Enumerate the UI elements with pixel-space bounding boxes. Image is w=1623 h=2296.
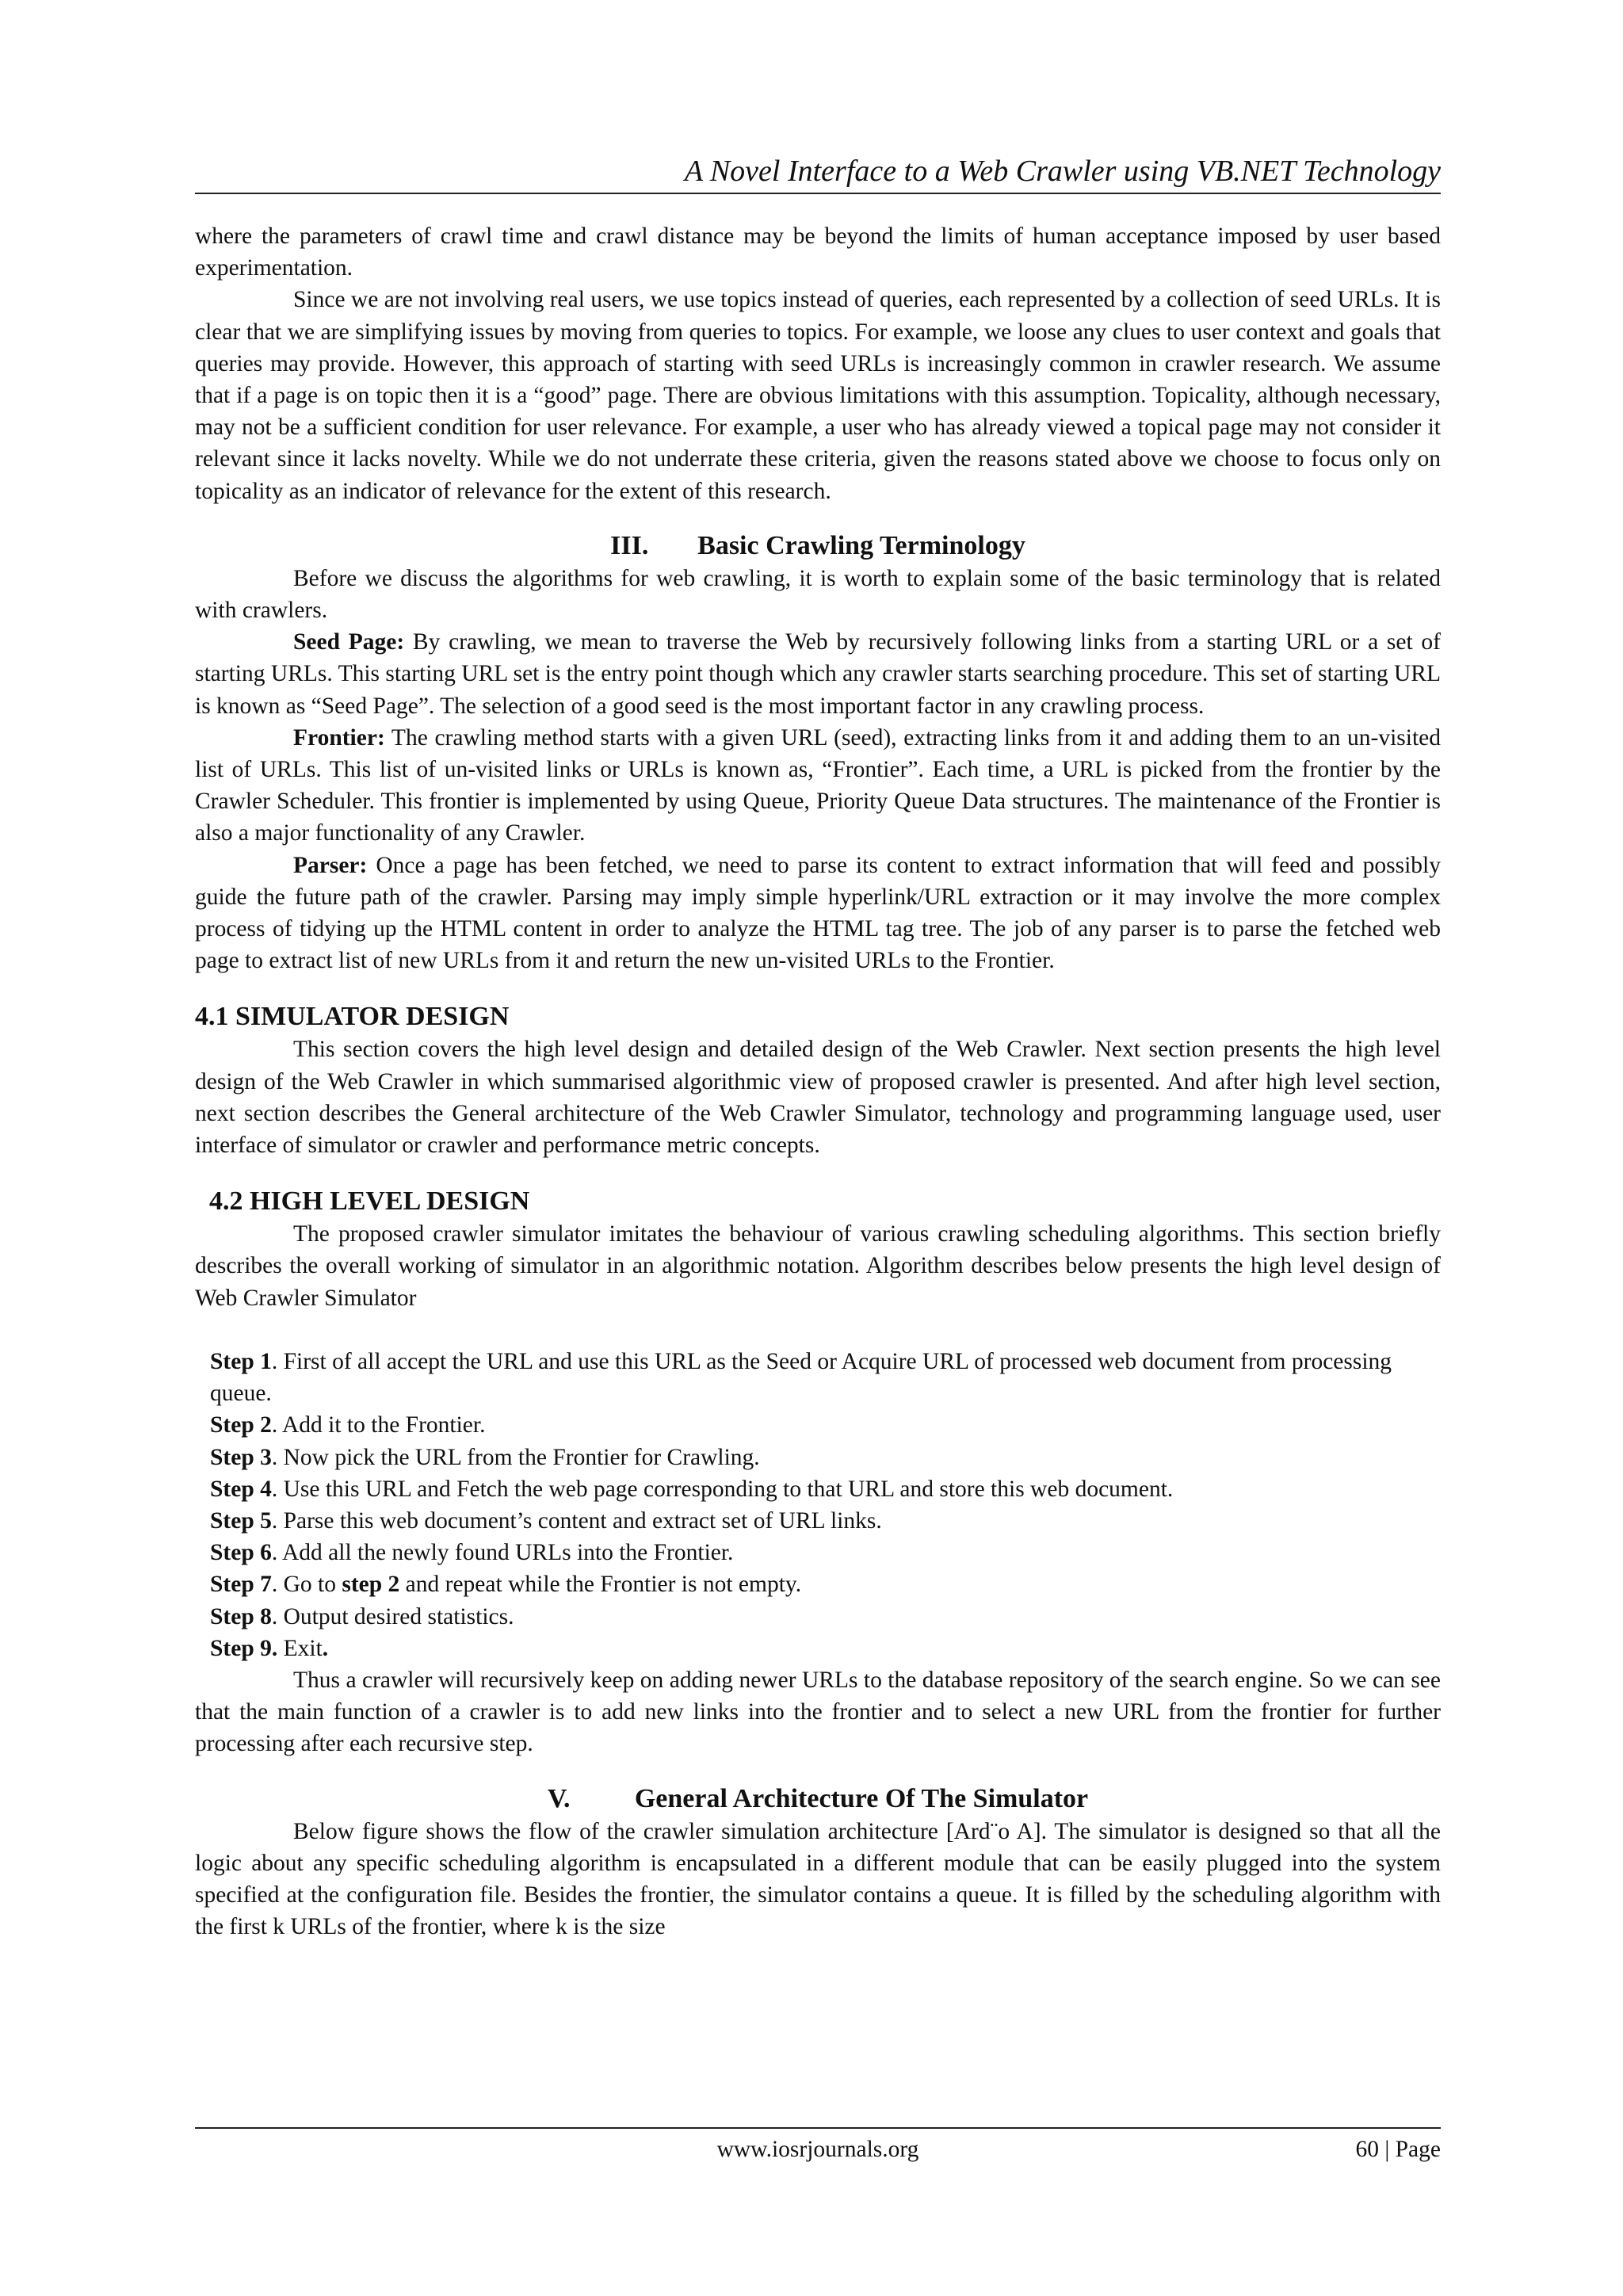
section-heading bbox=[195, 1782, 1441, 1816]
step-text: . Now pick the URL from the Frontier for Crawling. bbox=[271, 1444, 760, 1470]
step-label: Step 8 bbox=[210, 1603, 272, 1629]
algorithm-step bbox=[210, 1505, 1441, 1537]
section-title: General Architecture Of The Simulator bbox=[634, 1783, 1089, 1813]
algorithm-step bbox=[210, 1473, 1441, 1505]
section-heading bbox=[195, 529, 1441, 563]
step-label: Step 4 bbox=[210, 1476, 272, 1502]
term-label: Seed Page: bbox=[293, 629, 405, 655]
paragraph: This section covers the high level design and detailed design of the Web Crawler. Next section presents the high level design of the Web Crawler in which summarised algorithmic view of proposed crawler is presented. And after high level section, next section describes the General architecture of the Web Crawler Simulator, technology and programming language used, user interface of simulator or crawler and performance metric concepts. bbox=[195, 1037, 1441, 1159]
footer-url: www.iosrjournals.org bbox=[716, 2137, 919, 2162]
term-text: The crawling method starts with a given URL (seed), extracting links from it and adding them to an un-visited list of URLs. This list of un-visited links or URLs is known as, “Frontier”. Each time, a URL is picked from the frontier by the Crawler Scheduler. This frontier is implemented by using Queue, Priority Queue Data structures. The maintenance of the Frontier is also a major functionality of any Crawler. bbox=[195, 724, 1441, 846]
step-reference: step 2 bbox=[342, 1572, 400, 1598]
footer-page-number: 60 | Page bbox=[1355, 2137, 1441, 2162]
step-label: Step 1 bbox=[210, 1348, 272, 1374]
step-label: Step 7 bbox=[210, 1572, 272, 1598]
step-text: . Go to bbox=[271, 1572, 342, 1598]
step-label: Step 9. bbox=[210, 1635, 278, 1661]
definition-paragraph bbox=[195, 850, 1441, 977]
step-text: . Add it to the Frontier. bbox=[271, 1412, 486, 1438]
step-label: Step 3 bbox=[210, 1444, 272, 1470]
algorithm-step bbox=[210, 1537, 1441, 1568]
paragraph: where the parameters of crawl time and crawl distance may be beyond the limits of human acceptance imposed by user based experimentation. bbox=[195, 223, 1441, 281]
subsection-heading: 4.1 SIMULATOR DESIGN bbox=[195, 1002, 510, 1032]
subsection-heading: 4.2 HIGH LEVEL DESIGN bbox=[209, 1186, 530, 1217]
step-label: Step 6 bbox=[210, 1540, 272, 1566]
step-end-mark: . bbox=[322, 1635, 329, 1661]
term-label: Parser: bbox=[293, 852, 368, 878]
paragraph: Thus a crawler will recursively keep on adding newer URLs to the database repository of the search engine. So we can see that the main function of a crawler is to add new links into the frontier and to select a new URL from the frontier for further processing after each recursive step. bbox=[195, 1667, 1441, 1757]
term-label: Frontier: bbox=[293, 724, 385, 751]
algorithm-steps bbox=[195, 1346, 1441, 1664]
step-label: Step 5 bbox=[210, 1507, 272, 1534]
paragraph: Below figure shows the flow of the crawler simulation architecture [Ard¨o A]. The simulator is designed so that all the logic about any specific scheduling algorithm is encapsulated in a different module that can be easily plugged into the system specified at the configuration file. Besides the frontier, the simulator contains a queue. It is filled by the scheduling algorithm with the first k URLs of the frontier, where k is the size bbox=[195, 1818, 1441, 1940]
section-number: III. bbox=[610, 530, 649, 560]
definition-paragraph bbox=[195, 626, 1441, 722]
step-text: Exit bbox=[277, 1635, 323, 1661]
footer-rule bbox=[195, 2127, 1441, 2129]
step-text: . First of all accept the URL and use this URL as the Seed or Acquire URL of processed web document from processing queue. bbox=[210, 1348, 1392, 1407]
step-text: . Add all the newly found URLs into the Frontier. bbox=[271, 1540, 734, 1566]
algorithm-step bbox=[210, 1633, 1441, 1664]
algorithm-step bbox=[210, 1601, 1441, 1633]
step-text: . Use this URL and Fetch the web page corresponding to that URL and store this web document. bbox=[271, 1476, 1174, 1502]
algorithm-step bbox=[210, 1409, 1441, 1441]
step-label: Step 2 bbox=[210, 1412, 272, 1438]
section-number: V. bbox=[547, 1783, 571, 1813]
step-text: . Parse this web document’s content and extract set of URL links. bbox=[271, 1507, 882, 1534]
algorithm-step bbox=[210, 1442, 1441, 1473]
step-text: . Output desired statistics. bbox=[271, 1603, 514, 1629]
paragraph: The proposed crawler simulator imitates the behaviour of various crawling scheduling algorithms. This section briefly describes the overall working of simulator in an algorithmic notation. Algorithm describes below presents the high level design of Web Crawler Simulator bbox=[195, 1221, 1441, 1311]
algorithm-step bbox=[210, 1568, 1441, 1600]
definition-paragraph bbox=[195, 722, 1441, 850]
section-title: Basic Crawling Terminology bbox=[697, 530, 1025, 560]
paper-page bbox=[195, 0, 1441, 2296]
term-text: By crawling, we mean to traverse the Web by recursively following links from a starting URL or a set of starting URLs. This starting URL set is the entry point though which any crawler starts searching procedure. This set of starting URL is known as “Seed Page”. The selection of a good seed is the most important factor in any crawling process. bbox=[195, 629, 1441, 719]
running-header: A Novel Interface to a Web Crawler using VB.NET Technology bbox=[684, 155, 1441, 188]
algorithm-step bbox=[210, 1346, 1441, 1409]
paragraph: Since we are not involving real users, we use topics instead of queries, each represented by a collection of seed URLs. It is clear that we are simplifying issues by moving from queries to topics. For example, we loose any clues to user context and goals that queries may provide. However, this approach of starting with seed URLs is increasingly common in crawler research. We assume that if a page is on topic then it is a “good” page. There are obvious limitations with this assumption. Topicality, although necessary, may not be a sufficient condition for user relevance. For example, a user who has already viewed a topical page may not consider it relevant since it lacks novelty. While we do not underrate these criteria, given the reasons stated above we choose to focus only on topicality as an indicator of relevance for the extent of this research. bbox=[195, 287, 1441, 504]
paragraph: Before we discuss the algorithms for web crawling, it is worth to explain some of the basic terminology that is related with crawlers. bbox=[195, 565, 1441, 624]
step-text-continued: and repeat while the Frontier is not empty. bbox=[399, 1572, 802, 1598]
page-body bbox=[195, 220, 1441, 1943]
term-text: Once a page has been fetched, we need to parse its content to extract information that will feed and possibly guide the future path of the crawler. Parsing may imply simple hyperlink/URL extraction or it may involve the more complex process of tidying up the HTML content in order to analyze the HTML tag tree. The job of any parser is to parse the fetched web page to extract list of new URLs from it and return the new un-visited URLs to the Frontier. bbox=[195, 852, 1441, 974]
header-rule bbox=[195, 193, 1441, 194]
